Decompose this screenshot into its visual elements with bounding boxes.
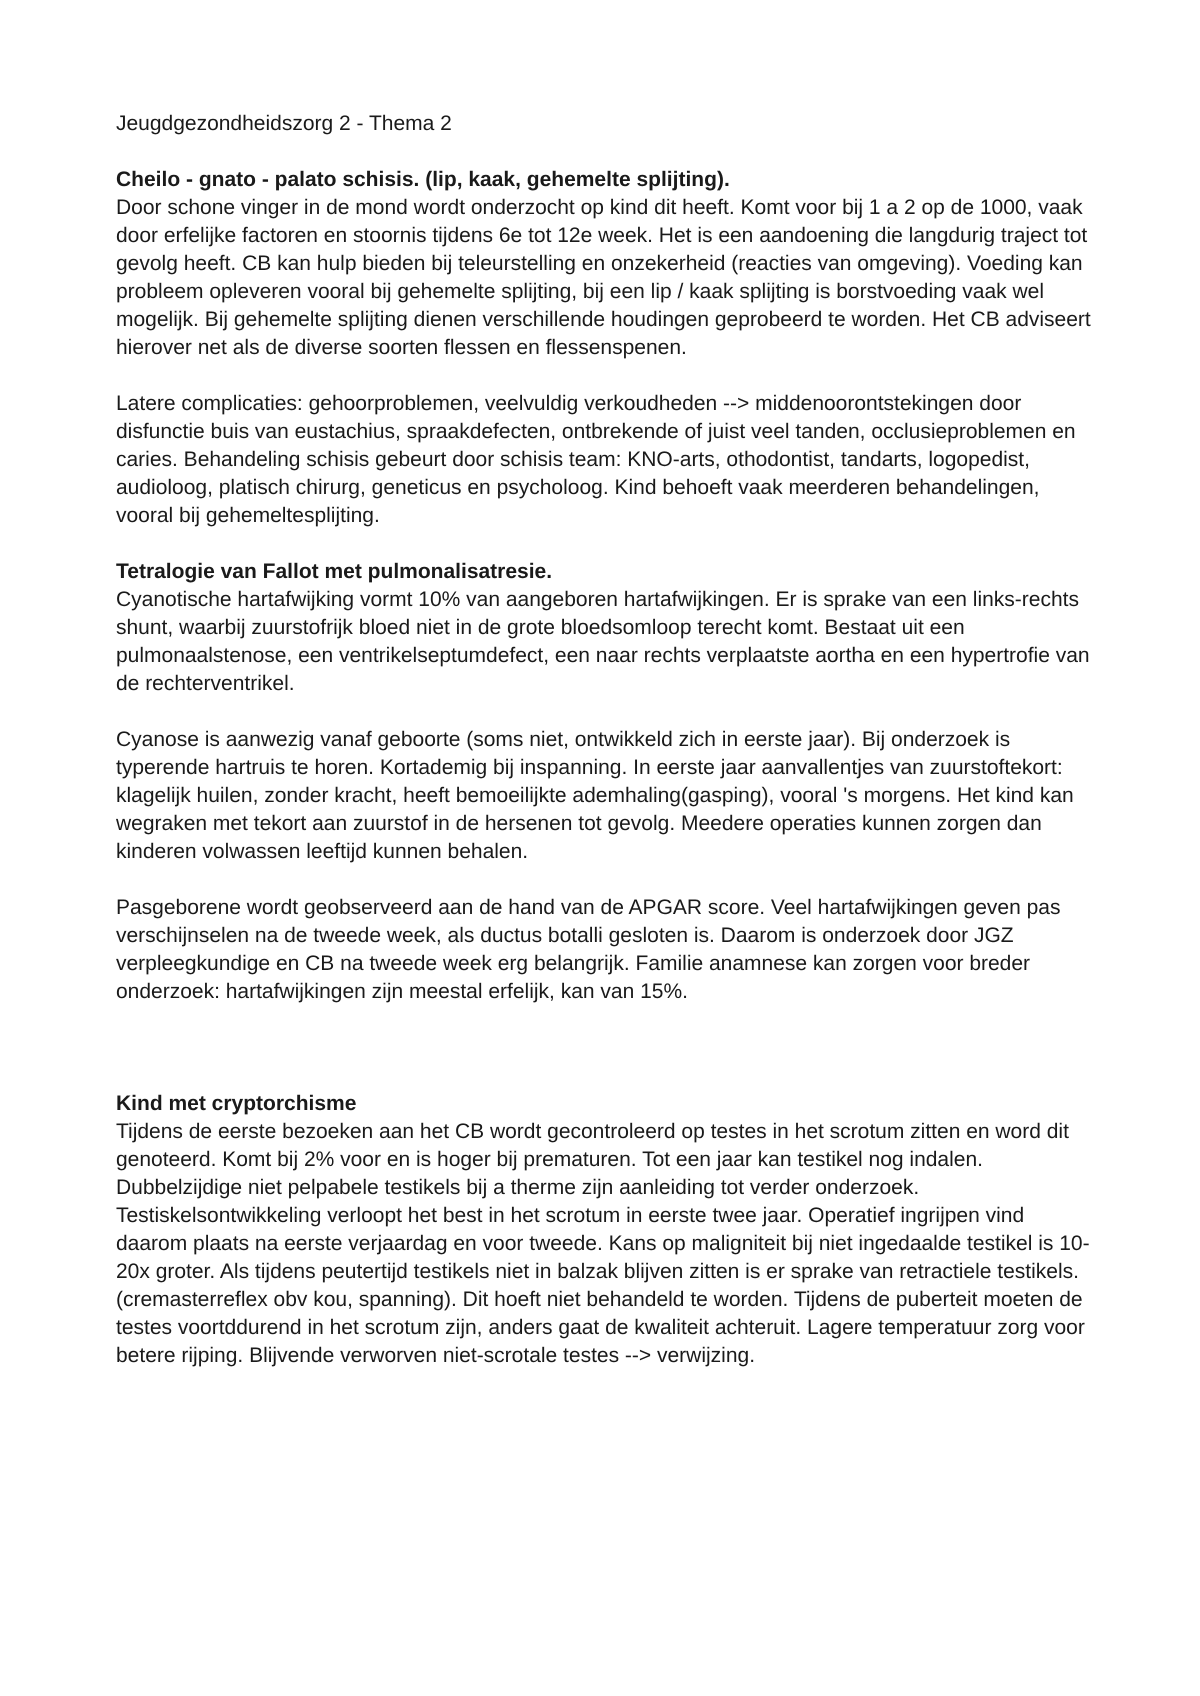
section-title: Tetralogie van Fallot met pulmonalisatresie. (116, 560, 553, 583)
paragraph: Latere complicaties: gehoorproblemen, veelvuldig verkoudheden --> middenoorontstekingen door disfunctie buis van eustachius, spraakdefecten, ontbrekende of juist veel tanden, occlusieproblemen en caries. Behandeling schisis gebeurt door schisis team: KNO-arts, othodontist, tandarts, logopedist, audioloog, platisch chirurg, geneticus en psycholoog. Kind behoeft vaak meerderen behandelingen, vooral bij gehemeltesplijting. (116, 392, 1076, 527)
paragraph: Door schone vinger in de mond wordt onderzocht op kind dit heeft. Komt voor bij 1 a 2 op de 1000, vaak door erfelijke factoren en stoornis tijdens 6e tot 12e week. Het is een aandoening die langdurig traject tot gevolg heeft. CB kan hulp bieden bij teleurstelling en onzekerheid (reacties van omgeving). Voeding kan probleem opleveren vooral bij gehemelte splijting, bij een lip / kaak splijting is borstvoeding vaak wel mogelijk. Bij gehemelte splijting dienen verschillende houdingen geprobeerd te worden. Het CB adviseert hierover net als de diverse soorten flessen en flessenspenen. (116, 196, 1091, 359)
paragraph: Cyanotische hartafwijking vormt 10% van aangeboren hartafwijkingen. Er is sprake van een links-rechts shunt, waarbij zuurstofrijk bloed niet in de grote bloedsomloop terecht komt. Bestaat uit een pulmonaalstenose, een ventrikelseptumdefect, een naar rechts verplaatste aortha en een hypertrofie van de rechterventrikel. (116, 588, 1090, 695)
paragraph: Pasgeborene wordt geobserveerd aan de hand van de APGAR score. Veel hartafwijkingen geven pas verschijnselen na de tweede week, als ductus botalli gesloten is. Daarom is onderzoek door JGZ verpleegkundige en CB na tweede week erg belangrijk. Familie anamnese kan zorgen voor breder onderzoek: hartafwijkingen zijn meestal erfelijk, kan van 15%. (116, 896, 1061, 1003)
document-header: Jeugdgezondheidszorg 2 - Thema 2 (116, 112, 452, 135)
paragraph: Tijdens de eerste bezoeken aan het CB wordt gecontroleerd op testes in het scrotum zitten en word dit genoteerd. Komt bij 2% voor en is hoger bij prematuren. Tot een jaar kan testikel nog indalen. Dubbelzijdige niet pelpabele testikels bij a therme zijn aanleiding tot verder onderzoek. Testiskelsontwikkeling verloopt het best in het scrotum in eerste twee jaar. Operatief ingrijpen vind daarom plaats na eerste verjaardag en voor tweede. Kans op maligniteit bij niet ingedaalde testikel is 10-20x groter. Als tijdens peutertijd testikels niet in balzak blijven zitten is er sprake van retractiele testikels. (cremasterreflex obv kou, spanning). Dit hoeft niet behandeld te worden. Tijdens de puberteit moeten de testes voortddurend in het scrotum zijn, anders gaat de kwaliteit achteruit. Lagere temperatuur zorg voor betere rijping. Blijvende verworven niet-scrotale testes --> verwijzing. (116, 1120, 1090, 1367)
section-title: Cheilo - gnato - palato schisis. (lip, kaak, gehemelte splijting). (116, 168, 730, 191)
section-cryptorchisme (116, 1090, 1092, 1370)
section-schisis (116, 166, 1092, 530)
paragraph: Cyanose is aanwezig vanaf geboorte (soms niet, ontwikkeld zich in eerste jaar). Bij onderzoek is typerende hartruis te horen. Kortademig bij inspanning. In eerste jaar aanvallentjes van zuurstoftekort: klagelijk huilen, zonder kracht, heeft bemoeilijkte ademhaling(gasping), vooral 's morgens. Het kind kan wegraken met tekort aan zuurstof in de hersenen tot gevolg. Meedere operaties kunnen zorgen dan kinderen volwassen leeftijd kunnen behalen. (116, 728, 1074, 863)
document-page (116, 110, 1092, 1398)
section-tetralogie-van-fallot (116, 558, 1092, 1006)
section-title: Kind met cryptorchisme (116, 1092, 357, 1115)
